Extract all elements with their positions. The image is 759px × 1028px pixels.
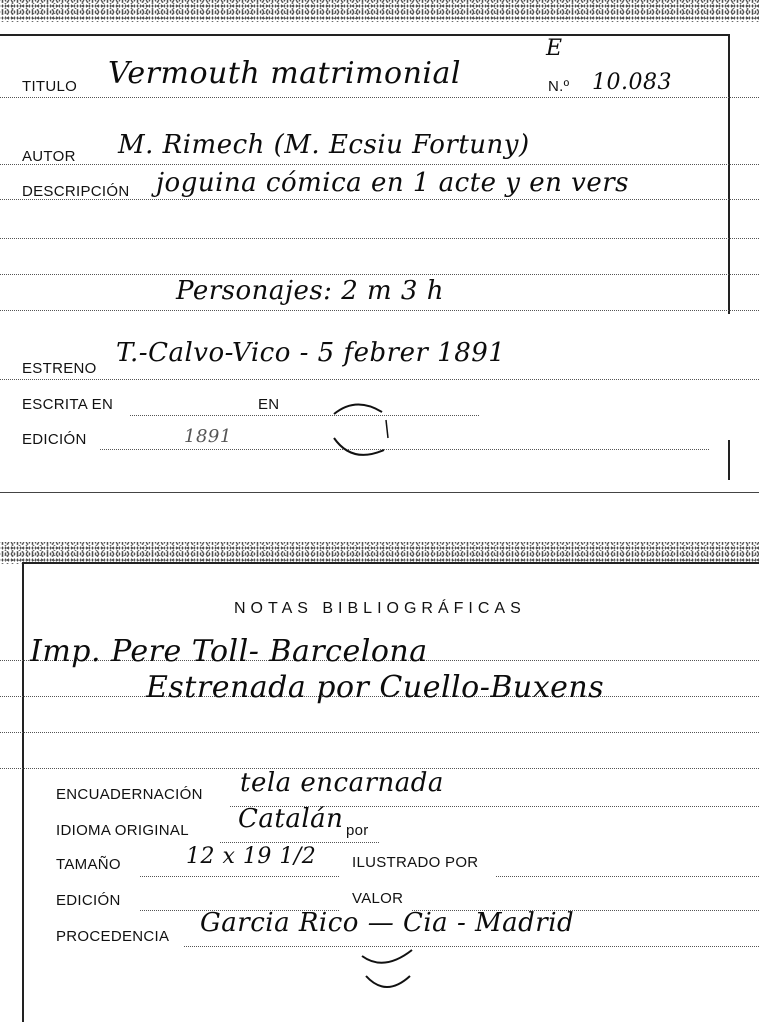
ruled-line xyxy=(0,238,759,239)
ruled-line xyxy=(0,310,759,311)
ruled-line xyxy=(0,274,759,275)
titulo-label: TITULO xyxy=(22,78,78,95)
ilustrado-label: ILUSTRADO POR xyxy=(352,854,479,871)
tamano-label: TAMAÑO xyxy=(56,856,121,873)
card-right-border-lower xyxy=(728,440,730,480)
circular-stamp-mark xyxy=(326,398,396,462)
valor-label: VALOR xyxy=(352,890,404,907)
escrita-label: ESCRITA EN xyxy=(22,396,114,413)
idioma-por-label: por xyxy=(346,822,369,839)
descripcion-value: joguina cómica en 1 acte y en vers xyxy=(156,168,630,198)
ruled-line xyxy=(130,415,479,416)
scan-noise-bottom xyxy=(0,542,759,564)
ruled-line xyxy=(184,946,759,947)
procedencia-value: Garcia Rico — Cia - Madrid xyxy=(200,908,575,938)
card-left-border xyxy=(22,562,24,1022)
scan-noise-top xyxy=(0,0,759,22)
card-separator xyxy=(0,492,759,493)
card-top-border xyxy=(22,562,759,564)
titulo-value: Vermouth matrimonial xyxy=(108,56,461,91)
circular-stamp-mark xyxy=(356,942,420,994)
edicion-label-bottom: EDICIÓN xyxy=(56,892,121,909)
ruled-line xyxy=(496,876,759,877)
idioma-label: IDIOMA ORIGINAL xyxy=(56,822,189,839)
estreno-value: T.-Calvo-Vico - 5 febrer 1891 xyxy=(116,338,506,368)
numero-label: N.º xyxy=(548,78,570,95)
personajes-value: Personajes: 2 m 3 h xyxy=(176,276,444,306)
estreno-label: ESTRENO xyxy=(22,360,97,377)
numero-value: 10.083 xyxy=(592,70,672,95)
ruled-line xyxy=(140,876,339,877)
ruled-line xyxy=(0,379,759,380)
tamano-value: 12 x 19 1/2 xyxy=(186,844,317,869)
idioma-value: Catalán xyxy=(238,804,344,834)
encuadernacion-label: ENCUADERNACIÓN xyxy=(56,786,203,803)
ruled-line xyxy=(100,449,709,450)
edicion-label: EDICIÓN xyxy=(22,431,87,448)
ruled-line xyxy=(0,97,759,98)
autor-value: M. Rimech (M. Ecsiu Fortuny) xyxy=(118,130,530,160)
card-top-border xyxy=(0,34,730,36)
numero-mark: E xyxy=(546,36,563,61)
ruled-line xyxy=(220,842,379,843)
procedencia-label: PROCEDENCIA xyxy=(56,928,170,945)
autor-label: AUTOR xyxy=(22,148,76,165)
edicion-value: 1891 xyxy=(184,426,232,447)
card-right-border xyxy=(728,34,730,314)
notas-bibliograficas-title: NOTAS BIBLIOGRÁFICAS xyxy=(234,600,526,617)
descripcion-label: DESCRIPCIÓN xyxy=(22,183,130,200)
top-catalog-card xyxy=(0,0,759,492)
encuadernacion-value: tela encarnada xyxy=(240,768,444,798)
ruled-line xyxy=(0,164,759,165)
note-line-2: Estrenada por Cuello-Buxens xyxy=(146,670,605,705)
note-line-1: Imp. Pere Toll- Barcelona xyxy=(30,634,428,669)
bottom-catalog-card xyxy=(0,542,759,1028)
ruled-line xyxy=(0,732,759,733)
en-label: EN xyxy=(258,396,280,413)
